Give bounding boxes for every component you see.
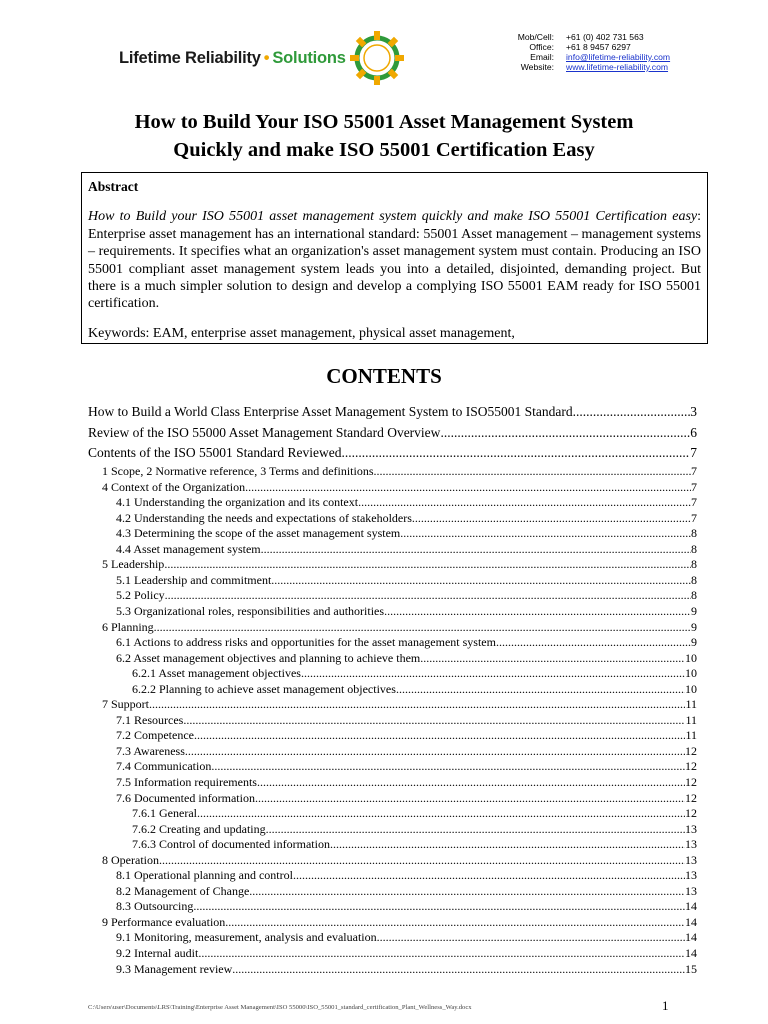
abstract-heading: Abstract bbox=[88, 179, 139, 194]
toc-dot-leader bbox=[154, 620, 691, 636]
logo-separator: • bbox=[263, 49, 270, 67]
toc-entry-title: 8.3 Outsourcing bbox=[116, 899, 194, 914]
toc-page-number: 15 bbox=[685, 961, 697, 976]
toc-page-number: 10 bbox=[685, 681, 697, 696]
toc-entry-title: Contents of the ISO 55001 Standard Reviewed bbox=[88, 445, 342, 461]
toc-dot-leader bbox=[440, 423, 690, 444]
toc-entry[interactable] bbox=[88, 573, 697, 589]
contents-heading: CONTENTS bbox=[326, 364, 442, 388]
toc-entry[interactable] bbox=[88, 853, 697, 869]
toc-entry-title: 7.3 Awareness bbox=[116, 743, 185, 758]
toc-page-number: 10 bbox=[685, 650, 697, 665]
toc-entry[interactable] bbox=[88, 443, 697, 464]
toc-entry[interactable] bbox=[88, 899, 697, 915]
toc-entry-title: 4.3 Determining the scope of the asset management system bbox=[116, 526, 401, 541]
toc-entry[interactable] bbox=[88, 946, 697, 962]
toc-entry[interactable] bbox=[88, 666, 697, 682]
toc-page-number: 7 bbox=[691, 495, 697, 510]
website-link[interactable]: www.lifetime-reliability.com bbox=[566, 62, 669, 72]
toc-entry[interactable] bbox=[88, 915, 697, 931]
toc-dot-leader bbox=[266, 822, 685, 838]
toc-page-number: 7 bbox=[690, 445, 697, 461]
toc-page-number: 12 bbox=[685, 790, 697, 805]
toc-page-number: 9 bbox=[691, 619, 697, 634]
toc-page-number: 12 bbox=[685, 743, 697, 758]
toc-entry-title: 6.2 Asset management objectives and planning to achieve them bbox=[116, 650, 421, 665]
toc-page-number: 8 bbox=[691, 572, 697, 587]
toc-entry-title: 7.6.1 General bbox=[132, 806, 197, 821]
toc-entry-title: 8.2 Management of Change bbox=[116, 883, 250, 898]
contact-mobile-value: +61 (0) 402 731 563 bbox=[566, 32, 644, 42]
toc-entry-title: 6.2.2 Planning to achieve asset management objectives bbox=[132, 681, 396, 696]
toc-dot-leader bbox=[149, 697, 685, 713]
toc-entry[interactable] bbox=[88, 822, 697, 838]
toc-entry[interactable] bbox=[88, 682, 697, 698]
contact-label: Email: bbox=[530, 52, 554, 62]
contact-office-value: +61 8 9457 6297 bbox=[566, 42, 631, 52]
toc-dot-leader bbox=[197, 806, 685, 822]
toc-dot-leader bbox=[164, 557, 691, 573]
toc-dot-leader bbox=[396, 682, 685, 698]
toc-dot-leader bbox=[193, 899, 685, 915]
toc-entry-title: Review of the ISO 55000 Asset Management Standard Overview bbox=[88, 424, 441, 440]
toc-entry[interactable] bbox=[88, 713, 697, 729]
toc-entry-title: 7.6.3 Control of documented information bbox=[132, 837, 330, 852]
toc-entry-title: 4.2 Understanding the needs and expectations of stakeholders bbox=[116, 510, 412, 525]
table-of-contents bbox=[88, 402, 697, 977]
contact-label: Mob/Cell: bbox=[517, 32, 554, 42]
toc-page-number: 13 bbox=[685, 821, 697, 836]
toc-entry-title: 7.1 Resources bbox=[116, 712, 184, 727]
toc-entry[interactable] bbox=[88, 791, 697, 807]
toc-entry[interactable] bbox=[88, 868, 697, 884]
toc-dot-leader bbox=[225, 915, 685, 931]
toc-entry-title: 7.5 Information requirements bbox=[116, 775, 257, 789]
toc-entry[interactable] bbox=[88, 930, 697, 946]
toc-dot-leader bbox=[211, 759, 685, 775]
toc-entry[interactable] bbox=[88, 884, 697, 900]
toc-entry-title: 6 Planning bbox=[102, 619, 154, 634]
toc-entry-title: 5.3 Organizational roles, responsibilities and authorities bbox=[116, 603, 385, 618]
toc-entry[interactable] bbox=[88, 620, 697, 636]
toc-entry-title: 7.6 Documented information bbox=[116, 790, 255, 805]
contact-row-mobile bbox=[486, 32, 670, 42]
toc-entry-title: 9.1 Monitoring, measurement, analysis and evaluation bbox=[116, 930, 377, 945]
toc-entry[interactable] bbox=[88, 511, 697, 527]
toc-dot-leader bbox=[341, 443, 690, 464]
contact-row-office bbox=[486, 42, 670, 52]
toc-entry[interactable] bbox=[88, 464, 697, 480]
toc-dot-leader bbox=[198, 946, 685, 962]
toc-dot-leader bbox=[374, 464, 691, 480]
toc-page-number: 13 bbox=[685, 868, 697, 883]
abstract-italic-lead: How to Build your ISO 55001 asset management system quickly and make ISO 55001 Certification easy bbox=[88, 209, 698, 225]
toc-dot-leader bbox=[255, 791, 685, 807]
toc-entry-title: 9.2 Internal audit bbox=[116, 946, 199, 961]
toc-entry-title: 4.1 Understanding the organization and its context bbox=[116, 495, 359, 510]
abstract-body bbox=[88, 208, 701, 312]
document-title bbox=[0, 108, 768, 164]
toc-entry-title: 6.1 Actions to address risks and opportunities for the asset management system bbox=[116, 635, 496, 650]
toc-dot-leader bbox=[257, 775, 685, 791]
toc-entry-title: 7 Support bbox=[102, 697, 150, 712]
toc-page-number: 12 bbox=[685, 759, 697, 774]
toc-entry-title: 4 Context of the Organization bbox=[102, 479, 246, 494]
toc-page-number: 9 bbox=[691, 635, 697, 650]
toc-entry[interactable] bbox=[88, 744, 697, 760]
toc-dot-leader bbox=[185, 744, 685, 760]
toc-dot-leader bbox=[573, 402, 691, 423]
toc-dot-leader bbox=[293, 868, 685, 884]
toc-entry-title: 1 Scope, 2 Normative reference, 3 Terms and definitions bbox=[102, 464, 374, 479]
toc-page-number: 14 bbox=[685, 899, 697, 914]
document-title-line1: How to Build Your ISO 55001 Asset Management System bbox=[134, 111, 634, 133]
toc-entry-title: 9 Performance evaluation bbox=[102, 914, 226, 929]
toc-entry[interactable] bbox=[88, 635, 697, 651]
abstract-box bbox=[81, 172, 708, 344]
toc-page-number: 9 bbox=[691, 603, 697, 618]
toc-entry-title: 6.2.1 Asset management objectives bbox=[132, 666, 301, 681]
toc-entry-title: 8.1 Operational planning and control bbox=[116, 868, 293, 883]
toc-entry[interactable] bbox=[88, 604, 697, 620]
logo-word-solutions: Solutions bbox=[272, 49, 346, 67]
toc-page-number: 8 bbox=[691, 588, 697, 603]
toc-entry-title: How to Build a World Class Enterprise Asset Management System to ISO55001 Standard bbox=[88, 404, 573, 419]
contact-block bbox=[486, 32, 670, 72]
toc-entry[interactable] bbox=[88, 526, 697, 542]
toc-page-number: 11 bbox=[685, 697, 697, 712]
toc-entry-title: 7.6.2 Creating and updating bbox=[132, 821, 266, 836]
toc-dot-leader bbox=[412, 511, 691, 527]
toc-page-number: 13 bbox=[685, 883, 697, 898]
contact-label: Office: bbox=[529, 42, 554, 52]
toc-page-number: 11 bbox=[685, 728, 697, 743]
toc-dot-leader bbox=[301, 666, 685, 682]
toc-entry-title: 5 Leadership bbox=[102, 557, 165, 572]
toc-dot-leader bbox=[194, 728, 685, 744]
toc-dot-leader bbox=[183, 713, 685, 729]
toc-dot-leader bbox=[249, 884, 685, 900]
toc-dot-leader bbox=[165, 588, 691, 604]
abstract-keywords: Keywords: EAM, enterprise asset management, physical asset management, bbox=[88, 325, 515, 341]
toc-dot-leader bbox=[271, 573, 691, 589]
toc-entry-title: 7.4 Communication bbox=[116, 759, 212, 774]
toc-page-number: 3 bbox=[690, 404, 697, 419]
toc-entry[interactable] bbox=[88, 557, 697, 573]
toc-entry[interactable] bbox=[88, 775, 697, 791]
toc-entry[interactable] bbox=[88, 480, 697, 496]
contact-label: Website: bbox=[520, 62, 554, 72]
toc-entry[interactable] bbox=[88, 837, 697, 853]
toc-entry-title: 4.4 Asset management system bbox=[116, 541, 261, 556]
toc-entry[interactable] bbox=[88, 962, 697, 978]
logo-wordmark bbox=[119, 49, 346, 68]
logo-word-lifetime-reliability: Lifetime Reliability bbox=[119, 49, 261, 67]
toc-entry-title: 5.2 Policy bbox=[116, 588, 165, 603]
toc-page-number: 14 bbox=[685, 914, 697, 929]
toc-entry[interactable] bbox=[88, 542, 697, 558]
toc-dot-leader bbox=[400, 526, 691, 542]
page-number: 1 bbox=[662, 998, 669, 1013]
contact-row-email bbox=[486, 52, 670, 62]
abstract-text: : Enterprise asset management has an international standard: 55001 Asset management – management systems – requirements. It specifies what an organization's asset management system must contain. Producing an ISO 55001 compliant asset management system leads you into a detailed, disjointed, demanding project. But there is a much simpler solution to design and develop a complying ISO 55001 EAM ready for ISO 55001 certification. bbox=[88, 209, 701, 312]
toc-page-number: 8 bbox=[691, 541, 697, 556]
toc-entry[interactable] bbox=[88, 423, 697, 444]
toc-page-number: 7 bbox=[691, 510, 697, 525]
toc-entry[interactable] bbox=[88, 728, 697, 744]
toc-page-number: 12 bbox=[685, 775, 697, 789]
toc-entry[interactable] bbox=[88, 402, 697, 423]
toc-dot-leader bbox=[377, 930, 685, 946]
toc-entry[interactable] bbox=[88, 759, 697, 775]
toc-dot-leader bbox=[232, 962, 685, 978]
toc-page-number: 8 bbox=[691, 557, 697, 572]
toc-page-number: 6 bbox=[690, 424, 697, 440]
toc-entry-title: 9.3 Management review bbox=[116, 961, 233, 976]
toc-page-number: 12 bbox=[685, 806, 697, 821]
toc-dot-leader bbox=[261, 542, 691, 558]
toc-entry[interactable] bbox=[88, 651, 697, 667]
toc-page-number: 13 bbox=[685, 852, 697, 867]
toc-page-number: 10 bbox=[685, 666, 697, 681]
toc-page-number: 11 bbox=[685, 712, 697, 727]
toc-page-number: 7 bbox=[691, 464, 697, 479]
toc-entry[interactable] bbox=[88, 495, 697, 511]
toc-dot-leader bbox=[420, 651, 685, 667]
toc-dot-leader bbox=[159, 853, 685, 869]
toc-entry-title: 5.1 Leadership and commitment bbox=[116, 572, 272, 587]
document-title-line2: Quickly and make ISO 55001 Certification Easy bbox=[173, 139, 595, 161]
toc-entry-title: 8 Operation bbox=[102, 852, 159, 867]
contact-row-website bbox=[486, 62, 670, 72]
footer-file-path: C:\Users\user\Documents\LRS\Training\Enterprise Asset Management\ISO 55000\ISO_55001_standard_certification_Plant_Wellness_Way.docx bbox=[88, 1004, 472, 1011]
toc-dot-leader bbox=[384, 604, 691, 620]
toc-page-number: 14 bbox=[685, 946, 697, 961]
toc-page-number: 14 bbox=[685, 930, 697, 945]
toc-dot-leader bbox=[358, 495, 691, 511]
toc-entry[interactable] bbox=[88, 806, 697, 822]
gear-icon bbox=[347, 27, 407, 89]
company-logo bbox=[113, 27, 403, 93]
toc-dot-leader bbox=[496, 635, 691, 651]
email-link[interactable]: info@lifetime-reliability.com bbox=[566, 52, 671, 62]
toc-entry[interactable] bbox=[88, 588, 697, 604]
toc-dot-leader bbox=[330, 837, 685, 853]
toc-page-number: 8 bbox=[691, 526, 697, 541]
toc-entry-title: 7.2 Competence bbox=[116, 728, 194, 743]
toc-page-number: 7 bbox=[691, 479, 697, 494]
toc-dot-leader bbox=[245, 480, 691, 496]
toc-entry[interactable] bbox=[88, 697, 697, 713]
toc-page-number: 13 bbox=[685, 837, 697, 852]
